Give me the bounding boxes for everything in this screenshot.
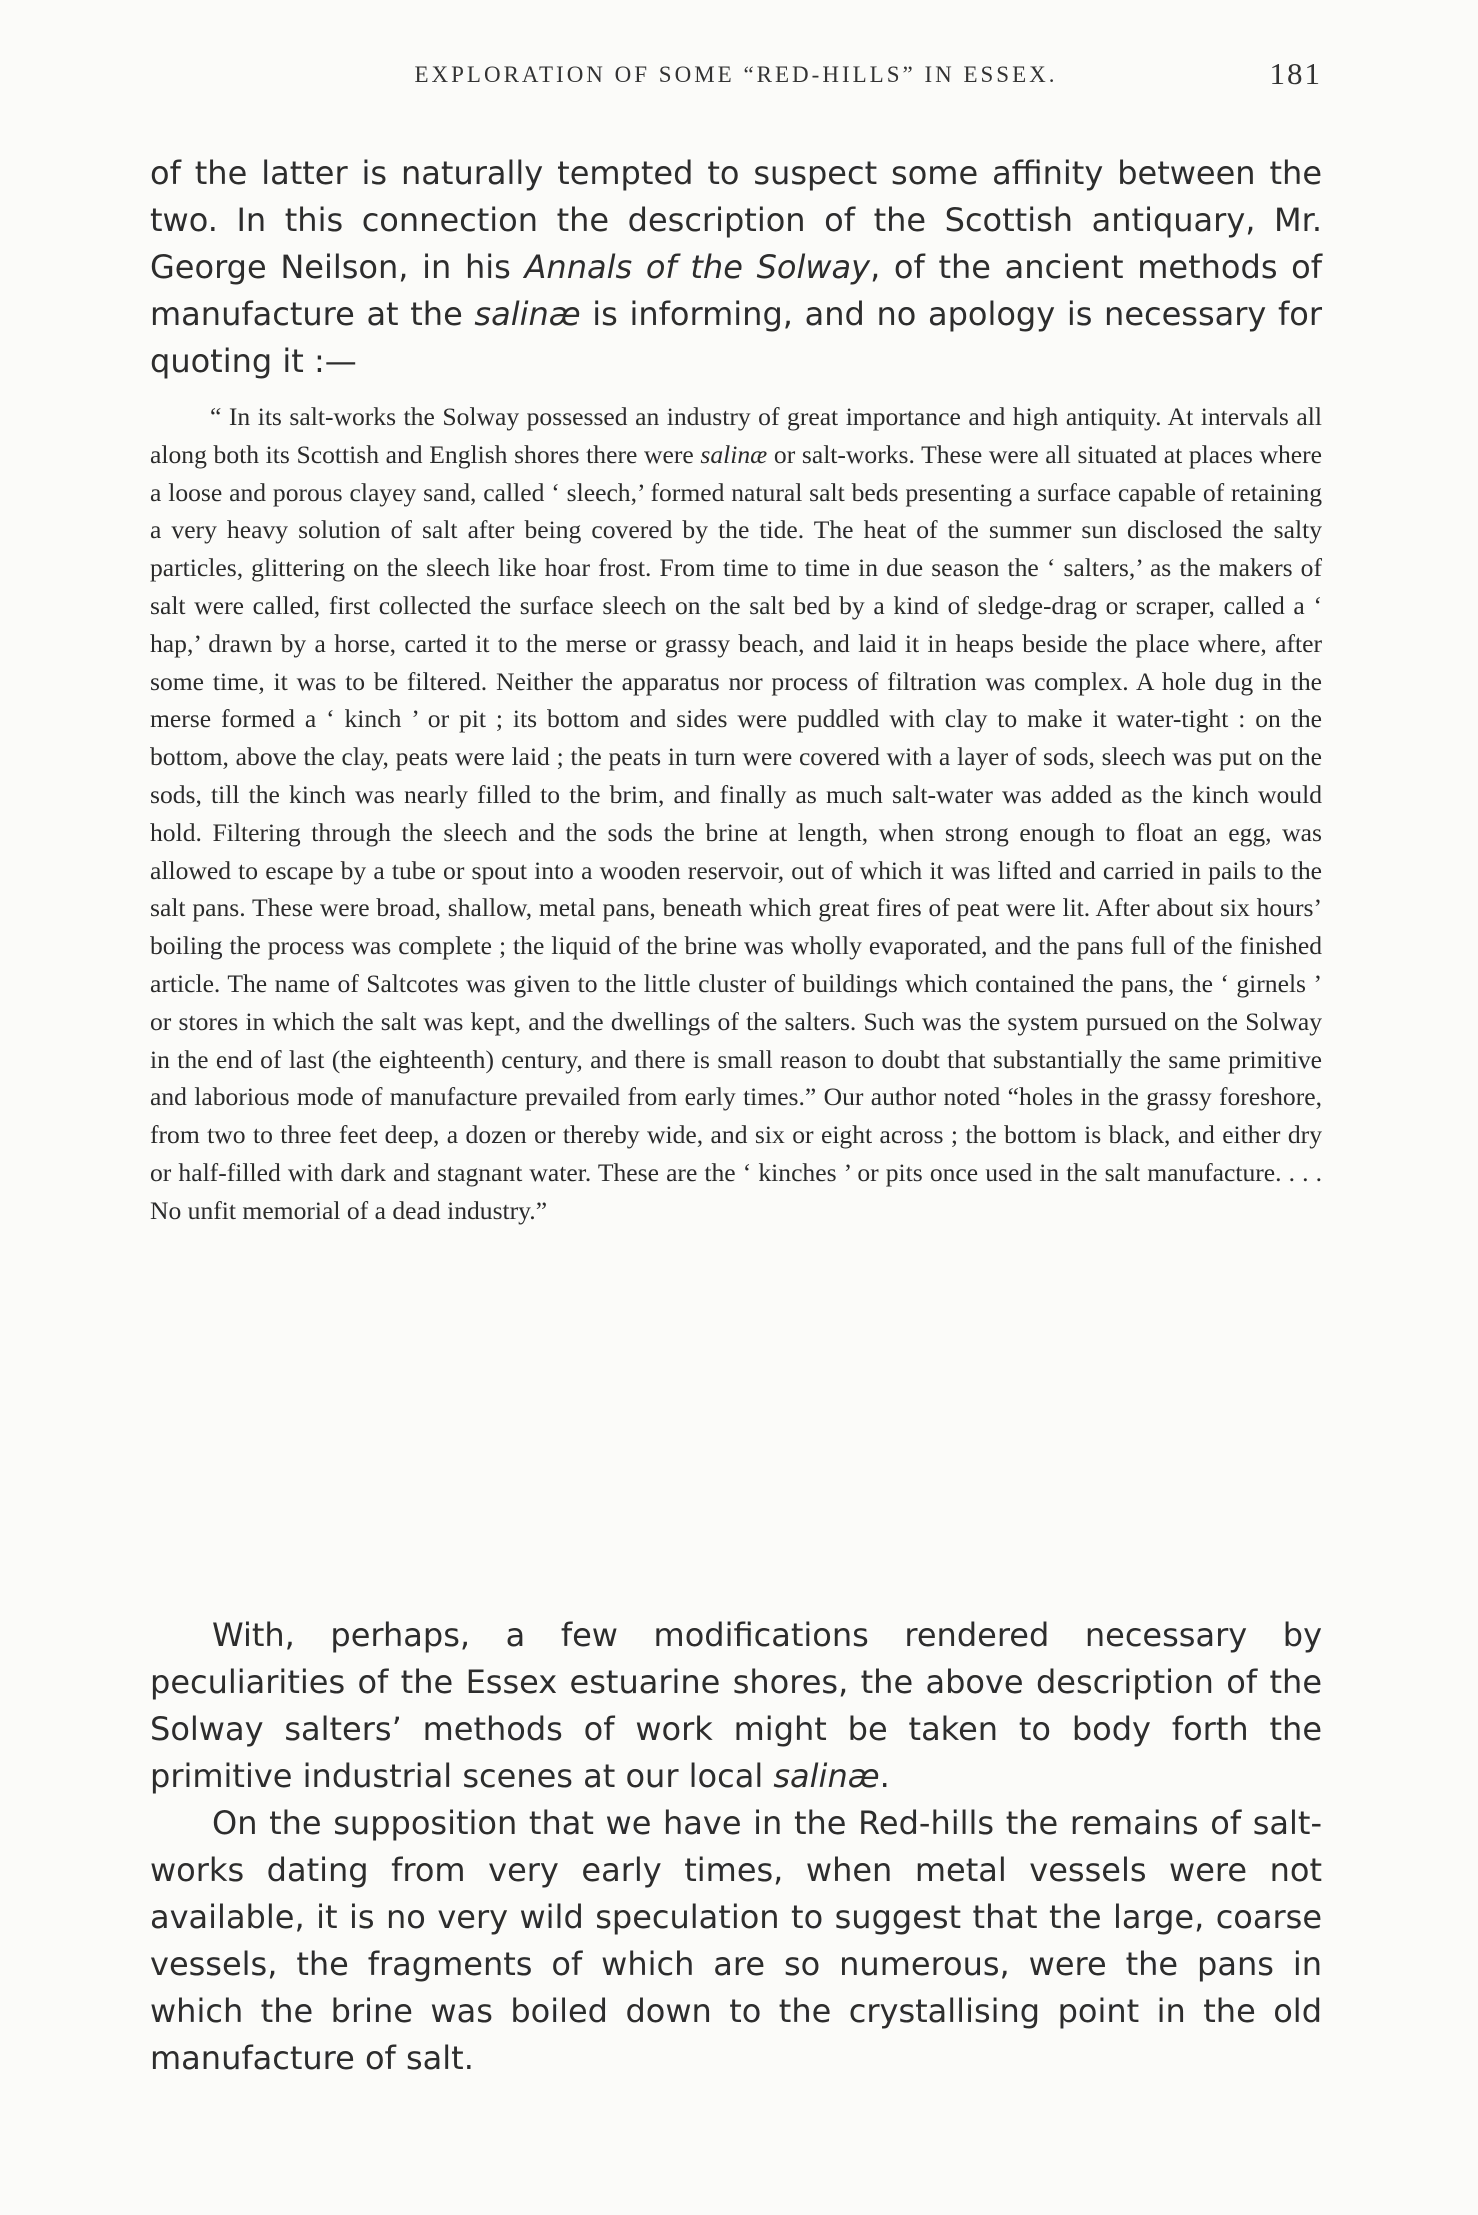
paragraph-modifications <box>150 1612 1322 1800</box>
closing-text-2: . <box>879 1757 890 1795</box>
running-title: EXPLORATION OF SOME “RED-HILLS” IN ESSEX. <box>414 62 1058 87</box>
closing-paragraphs <box>150 1612 1322 2082</box>
quote-text-1: “ In its salt-works the Solway possessed an industry of great importance and high antiquity. At intervals all along both its Scottish and English shores there were <box>150 402 1322 469</box>
quote-text-2: or salt-works. These were all situated at places where a loose and porous clayey sand, called ‘ sleech,’ formed natural salt beds presenting a surface capable of retaining a very heavy solution of salt after being covered by the tide. The heat of the summer sun disclosed the salty particles, glittering on the sleech like hoar frost. From time to time in due season the ‘ salters,’ as the makers of salt were called, first collected the surface sleech on the salt bed by a kind of sledge-drag or scraper, called a ‘ hap,’ drawn by a horse, carted it to the merse or grassy beach, and laid it in heaps beside the place where, after some time, it was to be filtered. Neither the apparatus nor process of filtration was complex. A hole dug in the merse formed a ‘ kinch ’ or pit ; its bottom and sides were puddled with clay to make it water-tight : on the bottom, above the clay, peats were laid ; the peats in turn were covered with a layer of sods, sleech was put on the sods, till the kinch was nearly filled to the brim, and finally as much salt-water was added as the kinch would hold. Filtering through the sleech and the sods the brine at length, when strong enough to float an egg, was allowed to escape by a tube or spout into a wooden reservoir, out of which it was lifted and carried in pails to the salt pans. These were broad, shallow, metal pans, beneath which great fires of peat were lit. After about six hours’ boiling the process was complete ; the liquid of the brine was wholly evaporated, and the pans full of the finished article. The name of Saltcotes was given to the little cluster of buildings which contained the pans, the ‘ girnels ’ or stores in which the salt was kept, and the dwellings of the salters. Such was the system pursued on the Solway in the end of last (the eighteenth) century, and there is small reason to doubt that substantially the same primitive and laborious mode of manufacture prevailed from early times.” Our author noted “holes in the grassy foreshore, from two to three feet deep, a dozen or thereby wide, and six or eight across ; the bottom is black, and either dry or half-filled with dark and stagnant water. These are the ‘ kinches ’ or pits once used in the salt manufacture. . . . No unfit memorial of a dead industry.” <box>150 439 1322 1225</box>
intro-salinae-italic: salinæ <box>474 295 581 333</box>
intro-text-2: , of the ancient methods of manufacture at the <box>150 248 1323 333</box>
closing-salinae-italic: salinæ <box>773 1757 880 1795</box>
quote-salinae-italic: salinæ <box>700 439 768 469</box>
page-number: 181 <box>1269 56 1322 91</box>
intro-text-1: of the latter is naturally tempted to suspect some affinity between the two. In this connection the description of the Scottish antiquary, Mr. George Neilson, in his <box>150 154 1322 286</box>
intro-title-italic: Annals of the Solway <box>524 248 871 286</box>
block-quotation <box>150 398 1322 1230</box>
paragraph-supposition: On the supposition that we have in the Red-hills the remains of salt-works dating from very early times, when metal vessels were not available, it is no very wild speculation to suggest that the large, coarse vessels, the fragments of which are so numerous, were the pans in which the brine was boiled down to the crystallising point in the old manufacture of salt. <box>150 1804 1322 2077</box>
intro-text-3: is informing, and no apology is necessary for quoting it :— <box>150 295 1322 380</box>
running-head <box>150 56 1322 106</box>
intro-paragraph <box>150 150 1322 385</box>
closing-text-1: With, perhaps, a few modifications rendered necessary by peculiarities of the Essex estuarine shores, the above description of the Solway salters’ methods of work might be taken to body forth the primitive industrial scenes at our local <box>150 1616 1322 1795</box>
